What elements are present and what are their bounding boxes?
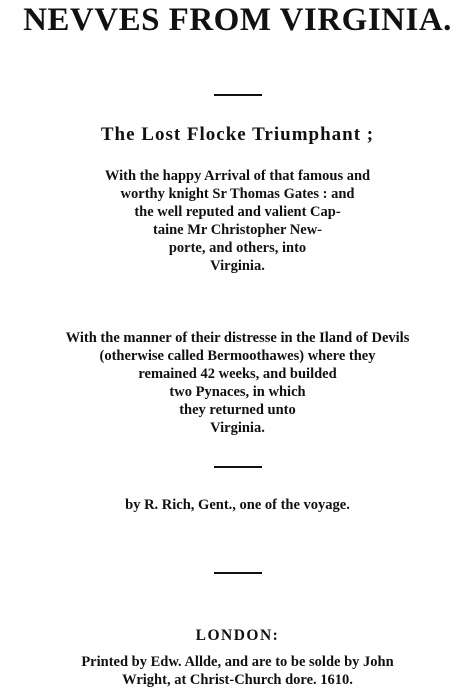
distress-line: two Pynaces, in which <box>169 384 306 400</box>
distress-line: they returned unto <box>179 402 296 418</box>
divider-rule <box>214 466 262 468</box>
distress-line: With the manner of their distresse in the Iland of Devils <box>65 330 410 346</box>
arrival-line: With the happy Arrival of that famous and <box>104 168 371 184</box>
distress-line: Virginia. <box>210 420 265 436</box>
distress-line: (otherwise called Bermoothawes) where they <box>99 348 376 364</box>
distress-line: remained 42 weeks, and builded <box>138 366 337 382</box>
page-title: NEVVES FROM VIRGINIA. <box>23 2 452 38</box>
divider-rule <box>214 94 262 96</box>
arrival-line: Virginia. <box>210 258 265 274</box>
arrival-line: taine Mr Christopher New- <box>152 222 322 238</box>
imprint-line: Printed by Edw. Allde, and are to be solde by John <box>81 654 394 670</box>
place-of-publication: LONDON: <box>195 627 280 644</box>
arrival-line: porte, and others, into <box>168 240 307 256</box>
arrival-line: the well reputed and valient Cap- <box>134 204 341 220</box>
author-byline: by R. Rich, Gent., one of the voyage. <box>125 497 350 513</box>
subtitle: The Lost Flocke Triumphant ; <box>100 124 375 145</box>
arrival-line: worthy knight Sr Thomas Gates : and <box>120 186 355 202</box>
imprint-line: Wright, at Christ-Church dore. 1610. <box>122 672 353 688</box>
divider-rule <box>214 572 262 574</box>
